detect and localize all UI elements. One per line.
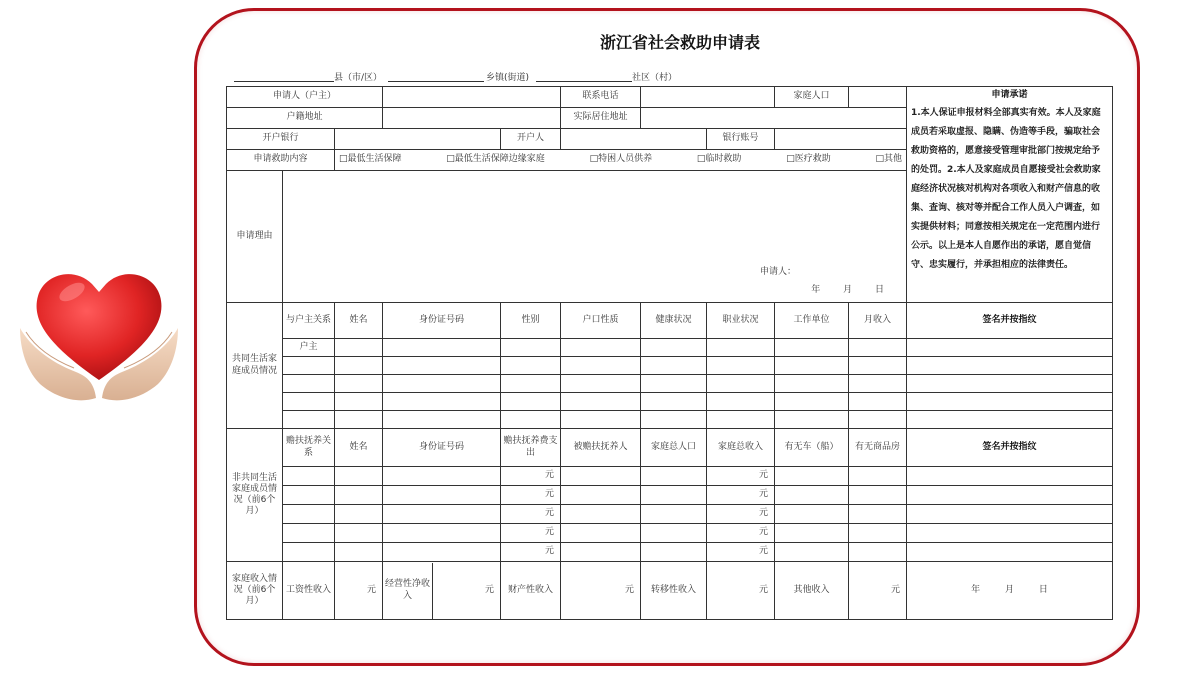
table-cell[interactable]: [501, 357, 561, 375]
reason-value[interactable]: [283, 171, 907, 303]
table-cell[interactable]: [775, 543, 849, 562]
table-cell[interactable]: [641, 357, 707, 375]
table-cell[interactable]: [907, 524, 1113, 543]
table-cell[interactable]: [849, 543, 907, 562]
table-cell[interactable]: [561, 375, 641, 393]
table-cell[interactable]: [775, 375, 849, 393]
income-unit: 元: [707, 486, 775, 505]
application-form-table: [226, 86, 1113, 620]
address-line: [230, 68, 910, 84]
table-cell[interactable]: [849, 505, 907, 524]
option-dibao-edge[interactable]: □最低生活保障边缘家庭: [446, 154, 545, 165]
table-cell[interactable]: [383, 411, 501, 429]
table-cell[interactable]: [641, 524, 707, 543]
property-income-unit[interactable]: 元: [561, 562, 641, 620]
table-cell[interactable]: [283, 524, 335, 543]
table-cell[interactable]: [335, 467, 383, 486]
heart-in-hands-image: [16, 258, 182, 408]
expense-unit: 元: [501, 486, 561, 505]
table-cell[interactable]: [283, 486, 335, 505]
huji-value[interactable]: [383, 108, 561, 129]
table-cell[interactable]: [561, 543, 641, 562]
table-cell[interactable]: [335, 393, 383, 411]
non-members-label: 非共同生活家庭成员情况（前6个月）: [227, 429, 283, 562]
applicant-label: 申请人（户主）: [227, 87, 383, 108]
table-cell[interactable]: [775, 339, 849, 357]
reason-label: 申请理由: [227, 171, 283, 303]
table-cell[interactable]: [501, 375, 561, 393]
table-cell[interactable]: [849, 486, 907, 505]
table-cell[interactable]: [383, 524, 501, 543]
members-header-signature: 签名并按指纹: [907, 303, 1113, 339]
table-cell[interactable]: [907, 543, 1113, 562]
table-cell[interactable]: [775, 505, 849, 524]
table-cell[interactable]: [283, 357, 335, 375]
table-cell[interactable]: [561, 467, 641, 486]
members-label: 共同生活家庭成员情况: [227, 303, 283, 429]
table-cell[interactable]: [335, 486, 383, 505]
income-label: 家庭收入情况（前6个月）: [227, 562, 283, 620]
transfer-income-label: 转移性收入: [641, 562, 707, 620]
business-income-unit[interactable]: 元: [484, 584, 494, 595]
table-cell[interactable]: [561, 339, 641, 357]
table-cell[interactable]: [641, 411, 707, 429]
option-tekun[interactable]: □特困人员供养: [589, 154, 653, 165]
table-cell[interactable]: [335, 411, 383, 429]
table-cell[interactable]: [849, 411, 907, 429]
table-cell[interactable]: [283, 543, 335, 562]
huji-label: 户籍地址: [227, 108, 383, 129]
aid-content-label: 申请救助内容: [227, 150, 335, 171]
members-header-gender: 性别: [501, 303, 561, 339]
income-date[interactable]: 年 月 日: [907, 562, 1113, 620]
table-cell[interactable]: [561, 357, 641, 375]
household-pop-value[interactable]: [849, 87, 907, 108]
table-cell[interactable]: [283, 393, 335, 411]
bank-value[interactable]: [335, 129, 501, 150]
non-members-header-dependent: 被赡扶抚养人: [561, 429, 641, 467]
business-income-cell: [383, 562, 501, 620]
table-cell[interactable]: [775, 467, 849, 486]
table-cell[interactable]: [383, 375, 501, 393]
non-members-header-id: 身份证号码: [383, 429, 501, 467]
account-no-value[interactable]: [775, 129, 907, 150]
non-members-header-house: 有无商品房: [849, 429, 907, 467]
table-cell[interactable]: [383, 505, 501, 524]
pledge-cell: [907, 87, 1113, 303]
members-header-hukou: 户口性质: [561, 303, 641, 339]
members-header-job: 职业状况: [707, 303, 775, 339]
table-cell[interactable]: [707, 357, 775, 375]
table-cell[interactable]: [283, 505, 335, 524]
table-cell[interactable]: [283, 467, 335, 486]
residence-label: 实际居住地址: [561, 108, 641, 129]
table-cell[interactable]: [775, 486, 849, 505]
applicant-value[interactable]: [383, 87, 561, 108]
table-cell[interactable]: [707, 411, 775, 429]
table-cell[interactable]: [907, 375, 1113, 393]
community-label: 社区（村）: [632, 73, 678, 83]
expense-unit: 元: [501, 543, 561, 562]
members-header-employer: 工作单位: [775, 303, 849, 339]
table-cell[interactable]: [775, 411, 849, 429]
table-cell[interactable]: [907, 505, 1113, 524]
reason-date: 年 月 日: [811, 284, 884, 295]
table-cell[interactable]: [907, 339, 1113, 357]
table-cell[interactable]: [501, 411, 561, 429]
table-cell[interactable]: [641, 467, 707, 486]
table-cell[interactable]: [561, 524, 641, 543]
table-cell[interactable]: [907, 486, 1113, 505]
table-cell[interactable]: [561, 486, 641, 505]
table-cell[interactable]: [775, 524, 849, 543]
table-cell[interactable]: [849, 524, 907, 543]
income-unit: 元: [707, 505, 775, 524]
non-members-header-name: 姓名: [335, 429, 383, 467]
business-income-label: 经营性净收入: [383, 563, 433, 619]
account-holder-label: 开户人: [501, 129, 561, 150]
members-row-head: 户主: [283, 339, 335, 357]
reason-signer: 申请人：: [759, 266, 796, 277]
table-cell[interactable]: [383, 393, 501, 411]
members-header-relation: 与户主关系: [283, 303, 335, 339]
phone-label: 联系电话: [561, 87, 641, 108]
wage-income-label: 工资性收入: [283, 562, 335, 620]
table-cell[interactable]: [383, 339, 501, 357]
income-unit: 元: [707, 524, 775, 543]
other-income-unit[interactable]: 元: [849, 562, 907, 620]
table-cell[interactable]: [907, 357, 1113, 375]
pledge-title: 申请承诺: [991, 90, 1028, 100]
residence-value[interactable]: [641, 108, 907, 129]
non-members-header-car: 有无车（船）: [775, 429, 849, 467]
non-members-header-signature: 签名并按指纹: [907, 429, 1113, 467]
option-dibao[interactable]: □最低生活保障: [339, 154, 402, 165]
table-cell[interactable]: [283, 375, 335, 393]
pledge-text: 1.本人保证申报材料全部真实有效。本人及家庭成员若采取虚报、隐瞒、伪造等手段，骗取社会救助资格的，愿意接受管理审批部门按规定给予的处罚。2.本人及家庭成员自愿接受社会救助家庭经济状况核对机构对各项收入和财产信息的收集、查询、核对等并配合工作人员入户调查，如实提供材料；同意按相关规定在一定范围内进行公示。以上是本人自愿作出的承诺，愿自觉信守、忠实履行，并承担相应的法律责任。: [911, 108, 1101, 271]
table-cell[interactable]: [849, 467, 907, 486]
transfer-income-unit[interactable]: 元: [707, 562, 775, 620]
table-cell[interactable]: [561, 393, 641, 411]
account-holder-value[interactable]: [561, 129, 707, 150]
table-cell[interactable]: [335, 505, 383, 524]
table-cell[interactable]: [335, 357, 383, 375]
table-cell[interactable]: [775, 393, 849, 411]
members-header-name: 姓名: [335, 303, 383, 339]
income-unit: 元: [707, 543, 775, 562]
table-cell[interactable]: [641, 375, 707, 393]
table-cell[interactable]: [335, 339, 383, 357]
members-header-health: 健康状况: [641, 303, 707, 339]
wage-income-unit[interactable]: 元: [335, 562, 383, 620]
table-cell[interactable]: [561, 411, 641, 429]
table-cell[interactable]: [907, 411, 1113, 429]
bank-label: 开户银行: [227, 129, 335, 150]
other-income-label: 其他收入: [775, 562, 849, 620]
aid-content-options: [335, 150, 907, 171]
non-members-header-pop: 家庭总人口: [641, 429, 707, 467]
phone-value[interactable]: [641, 87, 775, 108]
expense-unit: 元: [501, 505, 561, 524]
table-cell[interactable]: [501, 393, 561, 411]
non-members-header-relation: 赡扶抚养关系: [283, 429, 335, 467]
non-members-header-support-expense: 赡扶抚养费支出: [501, 429, 561, 467]
table-cell[interactable]: [907, 467, 1113, 486]
table-cell[interactable]: [641, 505, 707, 524]
table-cell[interactable]: [641, 486, 707, 505]
property-income-label: 财产性收入: [501, 562, 561, 620]
table-cell[interactable]: [383, 467, 501, 486]
table-cell[interactable]: [383, 543, 501, 562]
expense-unit: 元: [501, 524, 561, 543]
account-no-label: 银行账号: [707, 129, 775, 150]
table-cell[interactable]: [849, 393, 907, 411]
expense-unit: 元: [501, 467, 561, 486]
town-label: 乡镇(街道): [486, 73, 530, 83]
table-cell[interactable]: [707, 375, 775, 393]
table-cell[interactable]: [335, 524, 383, 543]
table-cell[interactable]: [849, 357, 907, 375]
county-label: 县（市/区）: [334, 73, 383, 83]
table-cell[interactable]: [849, 375, 907, 393]
table-cell[interactable]: [775, 357, 849, 375]
form-title: 浙江省社会救助申请表: [599, 33, 760, 52]
income-unit: 元: [707, 467, 775, 486]
option-other[interactable]: □其他: [875, 154, 902, 165]
table-cell[interactable]: [707, 393, 775, 411]
household-pop-label: 家庭人口: [775, 87, 849, 108]
table-cell[interactable]: [335, 375, 383, 393]
table-cell[interactable]: [283, 411, 335, 429]
option-medical[interactable]: □医疗救助: [786, 154, 831, 165]
table-cell[interactable]: [501, 339, 561, 357]
table-cell[interactable]: [907, 393, 1113, 411]
heart-hands-icon: [16, 258, 182, 408]
table-cell[interactable]: [383, 357, 501, 375]
table-cell[interactable]: [641, 543, 707, 562]
non-members-header-income: 家庭总收入: [707, 429, 775, 467]
table-cell[interactable]: [707, 339, 775, 357]
table-cell[interactable]: [849, 339, 907, 357]
members-header-income: 月收入: [849, 303, 907, 339]
members-header-id: 身份证号码: [383, 303, 501, 339]
table-cell[interactable]: [641, 393, 707, 411]
option-temporary[interactable]: □临时救助: [696, 154, 742, 165]
table-cell[interactable]: [383, 486, 501, 505]
table-cell[interactable]: [641, 339, 707, 357]
table-cell[interactable]: [335, 543, 383, 562]
table-cell[interactable]: [561, 505, 641, 524]
